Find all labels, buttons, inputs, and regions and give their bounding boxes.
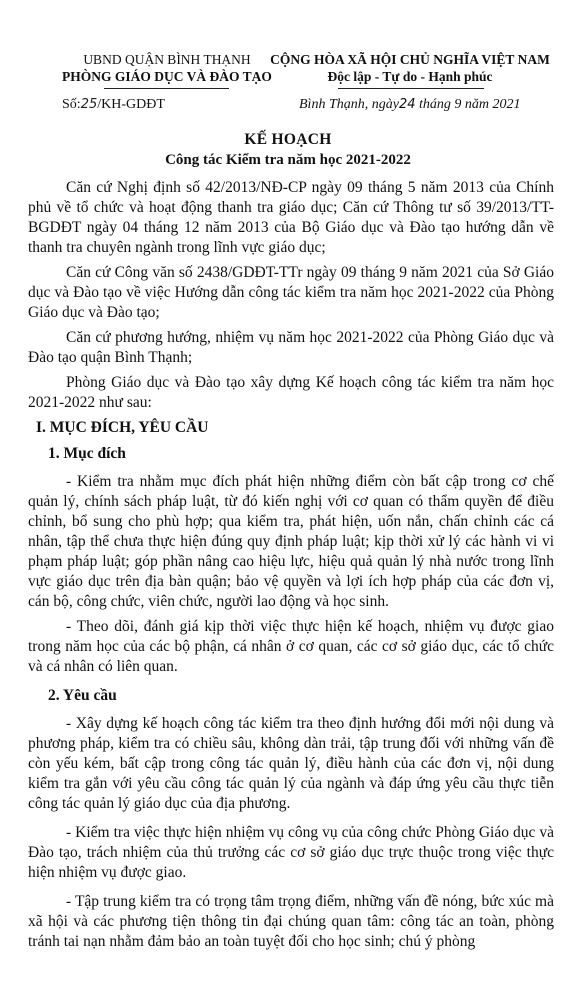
paragraph: Căn cứ phương hướng, nhiệm vụ năm học 2021-2022 của Phòng Giáo dục và Đào tạo quận Bình Thạnh; bbox=[28, 329, 554, 366]
motto: Độc lập - Tự do - Hạnh phúc bbox=[327, 69, 493, 84]
ref-suffix: /KH-GDĐT bbox=[97, 97, 165, 112]
issue-date bbox=[299, 97, 521, 113]
document-number bbox=[62, 97, 165, 113]
document-body bbox=[28, 178, 554, 957]
agency-underline bbox=[104, 88, 229, 89]
motto-underline bbox=[338, 88, 484, 89]
date-suffix: tháng 9 năm 2021 bbox=[419, 97, 521, 112]
date-day: 24 bbox=[398, 97, 416, 112]
paragraph: - Kiểm tra nhằm mục đích phát hiện những điểm còn bất cập trong cơ chế quản lý, chính sách pháp luật, từ đó kiến nghị với cơ quan có thẩm quyền để điều chỉnh, bổ sung cho phù hợp; qua kiểm tra, phát hiện, uốn nắn, chấn chỉnh các cá nhân, tập thể chưa thực hiện đúng quy định pháp luật; kịp thời xử lý các hành vi vi phạm pháp luật; góp phần nâng cao hiệu lực, hiệu quả quản lý nhà nước trong lĩnh vực giáo dục trên địa bàn quận; bảo vệ quyền và lợi ích hợp pháp của các đơn vị, cán bộ, công chức, viên chức, người lao động và học sinh. bbox=[28, 473, 554, 610]
education-department: PHÒNG GIÁO DỤC VÀ ĐÀO TẠO bbox=[62, 69, 272, 84]
ref-prefix: Số: bbox=[62, 97, 81, 112]
subsection-heading: 2. Yêu cầu bbox=[48, 687, 117, 704]
country-name: CỘNG HÒA XÃ HỘI CHỦ NGHĨA VIỆT NAM bbox=[270, 52, 550, 67]
date-prefix: Bình Thạnh, ngày bbox=[299, 97, 399, 112]
paragraph: - Xây dựng kế hoạch công tác kiểm tra theo định hướng đổi mới nội dung và phương pháp, kiểm tra có chiều sâu, không dàn trải, tập trung đối với những vấn đề còn yếu kém, bất cập trong công tác quản lý, điều hành của các đơn vị, nội dung kiểm tra gắn với yêu cầu công tác quản lý của ngành và đáp ứng yêu cầu thực tiễn công tác quản lý giáo dục của địa phương. bbox=[28, 715, 554, 812]
paragraph: Phòng Giáo dục và Đào tạo xây dựng Kế hoạch công tác kiểm tra năm học 2021-2022 như sau: bbox=[28, 374, 554, 411]
paragraph: - Theo dõi, đánh giá kịp thời việc thực hiện kế hoạch, nhiệm vụ được giao trong năm học của các bộ phận, cá nhân ở cơ quan, các cơ sở giáo dục, các tổ chức và cá nhân có liên quan. bbox=[28, 618, 554, 675]
ref-number: 25 bbox=[80, 97, 98, 112]
district-committee: UBND QUẬN BÌNH THẠNH bbox=[83, 52, 251, 67]
national-motto bbox=[250, 51, 570, 85]
paragraph: Căn cứ Công văn số 2438/GDĐT-TTr ngày 09 tháng 9 năm 2021 của Sở Giáo dục và Đào tạo về việc Hướng dẫn công tác kiểm tra năm học 2021-2022 của Phòng Giáo dục và Đào tạo; bbox=[28, 264, 554, 321]
paragraph: - Kiểm tra việc thực hiện nhiệm vụ công vụ của công chức Phòng Giáo dục và Đào tạo, trách nhiệm của thủ trưởng các cơ sở giáo dục trực thuộc trong việc thực hiện nhiệm vụ được giao. bbox=[28, 824, 554, 881]
document-title: KẾ HOẠCH bbox=[244, 131, 332, 148]
paragraph: Căn cứ Nghị định số 42/2013/NĐ-CP ngày 09 tháng 5 năm 2013 của Chính phủ về tổ chức và hoạt động thanh tra giáo dục; Căn cứ Thông tư số 39/2013/TT-BGDĐT ngày 04 tháng 12 năm 2013 của Bộ Giáo dục và Đào tạo hướng dẫn về thanh tra chuyên ngành trong lĩnh vực giáo dục; bbox=[28, 179, 554, 256]
subsection-heading: 1. Mục đích bbox=[48, 445, 126, 462]
section-heading: I. MỤC ĐÍCH, YÊU CẦU bbox=[36, 419, 209, 436]
document-subtitle: Công tác Kiểm tra năm học 2021-2022 bbox=[165, 152, 411, 168]
issuing-agency bbox=[62, 51, 272, 85]
paragraph: - Tập trung kiểm tra có trọng tâm trọng điểm, những vấn đề nóng, bức xúc mà xã hội và các phương tiện thông tin đại chúng quan tâm: công tác an toàn, phòng tránh tai nạn nhằm đảm bảo an toàn tuyệt đối cho học sinh; chú ý phòng bbox=[28, 893, 554, 950]
